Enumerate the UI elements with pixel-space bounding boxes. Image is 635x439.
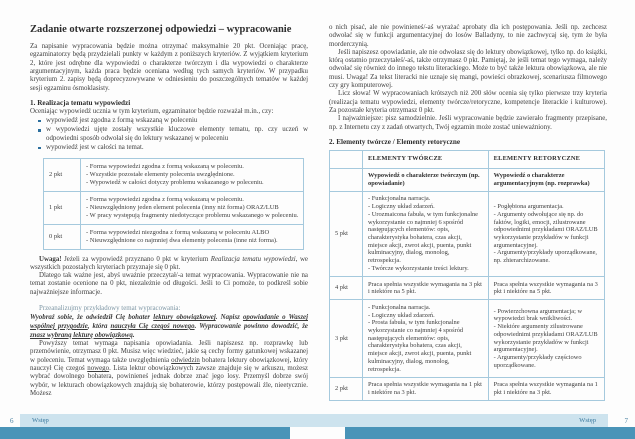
rubric-subheader-tworcze: Wypowiedź o charakterze twórczym (np. opowiadanie) (363, 168, 489, 191)
example-intro: Przeanalizujmy przykładowy temat wypracowania: (39, 305, 181, 313)
tworcze-cell (363, 191, 489, 276)
cell-line: - Twórcze wykorzystanie treści lektury. (368, 264, 469, 272)
footer-label-right: Wstęp (579, 417, 596, 424)
example-underline: nauczyła Cię czegoś nowego (110, 322, 195, 330)
rubric-table (329, 150, 605, 401)
tworcze-cell (363, 277, 489, 300)
closing-text: . Lista lektur obowiązkowych zawsze znajduje się w arkuszu, możesz wybrać dowolnego bohatera, powinieneś jednak dobrze znać jego losy. Przemyśl dobrze swój wybór, w lekturach obowiązkowych znajdują się bohaterowie, którzy postępowali źle, nieetycznie. Możesz (30, 365, 308, 397)
cell-line: - Funkcjonalna narracja. (368, 303, 431, 311)
cell-line: - Niektóre argumenty zilustrowane odpowiednimi przykładami ORAZ/LUB wykorzystanie przykładów w funkcji argumentacyjnej. (493, 323, 598, 354)
note-text: Jeżeli za wypowiedź przyznano 0 pkt w kryterium (61, 255, 211, 263)
retoryczne-cell (488, 277, 604, 300)
score-cell: 5 pkt (330, 191, 363, 276)
criteria-cell (81, 224, 304, 249)
bullet-item (30, 144, 308, 152)
bullet-text: w wypowiedzi ujęte zostały wszystkie kluczowe elementy tematu, np. czy uczeń w odpowiedni sposób odwołał się do lektury wskazanej w poleceniu (46, 126, 308, 142)
bullet-item (30, 126, 308, 143)
score-cell: 0 pkt (44, 224, 81, 249)
section-2-heading: 2. Elementy twórcze / Elementy retoryczne (329, 137, 461, 146)
rubric-subheader-row (330, 168, 605, 191)
cell-line: Praca spełnia wszystkie wymagania na 3 pkt i niektóre na 5 pkt. (493, 280, 598, 296)
paragraph: Licz słowa! W wypracowaniach krótszych niż 200 słów ocenia się tylko pierwsze trzy kryteria (realizacja tematu wypowiedzi, elementy twórcze/retoryczne, kompetencje literackie i kulturowe). Za pozostałe kryteria otrzymasz 0 pkt. (329, 90, 607, 114)
right-page (329, 24, 607, 401)
example-text: . Napisz (215, 314, 243, 322)
example-underline: lektury obowiązkowej (153, 314, 216, 322)
retoryczne-cell (488, 300, 604, 377)
criteria-cell (81, 192, 304, 225)
table-row (44, 159, 304, 192)
table-row (44, 192, 304, 225)
cell-line: - Logiczny układ zdarzeń. (368, 311, 435, 319)
cell-line: - Logiczny układ zdarzeń. (368, 203, 435, 211)
cell-line: - Wypowiedź w całości dotyczy problemu wskazanego w poleceniu. (86, 179, 264, 187)
rubric-row (330, 300, 605, 377)
retoryczne-cell (488, 377, 604, 400)
rubric-subheader-retoryczne: Wypowiedź o charakterze argumentacyjnym (np. rozprawka) (488, 168, 604, 191)
bottom-accent-bar-right (345, 427, 635, 439)
section-1-lead: Oceniając wypowiedź ucznia w tym kryterium, egzaminator będzie rozważał m.in., czy: (30, 107, 274, 115)
example-underline: opowiadanie o Waszej wspólnej przygodzie (30, 314, 308, 330)
bullet-item (30, 117, 308, 125)
note-paragraph (30, 256, 308, 273)
empty-header-cell (330, 150, 363, 168)
cell-line: - W pracy występują fragmenty niedotyczące problemu wskazanego w poleceniu. (86, 211, 299, 219)
cell-line: - Forma wypowiedzi zgodna z formą wskazaną w poleceniu. (86, 196, 244, 204)
cell-line: Praca spełnia wszystkie wymagania na 1 pkt i niektóre na 3 pkt. (368, 381, 482, 396)
rubric-header-row (330, 150, 605, 168)
left-page (30, 24, 308, 398)
empty-header-cell (330, 168, 363, 191)
cell-line: - Forma wypowiedzi zgodna z formą wskazaną w poleceniu. (86, 163, 244, 171)
closing-underline: nowego (87, 365, 110, 373)
cell-line: - Argumenty/przykłady uporządkowane, np. zhierarchizowane. (493, 249, 598, 265)
cell-line: - Powierzchowna argumentacja; w wypowiedzi brak wnikliwości. (493, 307, 583, 323)
score-cell: 3 pkt (330, 300, 363, 377)
square-bullet-icon (38, 120, 41, 123)
example-text: Wyobraź sobie, że odwiedził Cię bohater (30, 314, 154, 322)
cell-line: - Argumenty odwołujące się np. do faktów, logiki, emocji, zilustrowane odpowiednimi przykładami ORAZ/LUB wykorzystanie przykładów w funkcji argumentacyjnej. (493, 210, 598, 249)
closing-underline: odwiedzin (171, 356, 200, 364)
footer-label-left: Wstęp (32, 417, 49, 424)
cell-line: - Prosta fabuła, w tym funkcjonalne wykorzystanie co najmniej 4 spośród następujących elementów: opis, charakterystyka bohatera, czas akcji, miejsce akcji, zwrot akcji, puenta, punkt kulminacyjny, dialog, monolog, retrospekcja. (368, 319, 472, 373)
tworcze-cell (363, 377, 489, 400)
cell-line: - Forma wypowiedzi niezgodna z formą wskazaną w poleceniu ALBO (86, 228, 270, 236)
example-text: , która (87, 322, 111, 330)
bullet-text: wypowiedź jest zgodna z formą wskazaną w poleceniu (46, 117, 198, 125)
section-1-heading: 1. Realizacja tematu wypowiedzi (30, 98, 131, 107)
rubric-row (330, 377, 605, 400)
square-bullet-icon (38, 129, 41, 132)
continuation-paragraph: o nich pisać, ale nie powinieneś/-aś wyrażać aprobaty dla ich postępowania. Jeśli np. zechcesz odwołać się w funkcji argumentacyjnej do losów Balladyny, to nie zachwycaj się, tym że była morderczynią. (329, 24, 607, 48)
rubric-col-header-retoryczne: ELEMENTY RETORYCZNE (488, 150, 604, 168)
bullet-text: wypowiedź jest w całości na temat. (46, 144, 144, 152)
page-number-right: 7 (624, 417, 628, 425)
page-title: Zadanie otwarte rozszerzonej odpowiedzi – wypracowanie (30, 24, 292, 35)
example-text: . Wypracowanie powinno dowodzić, że (194, 322, 308, 330)
example-topic (30, 314, 308, 340)
rubric-row (330, 191, 605, 276)
cell-line: Praca spełnia wszystkie wymagania na 3 pkt i niektóre na 5 pkt. (368, 280, 482, 296)
retoryczne-cell (488, 191, 604, 276)
example-underline: znasz wybraną lekturę obowiązkową (30, 331, 133, 339)
note-bold-label: Uwaga! (39, 255, 62, 263)
footer-bar (20, 414, 608, 427)
closing-text: bohatera lektury obowiązkowej, który nauczył Cię czegoś (30, 356, 308, 373)
score-cell: 2 pkt (44, 159, 81, 192)
square-bullet-icon (38, 147, 41, 150)
cell-line: - Nieuwzględnione co najmniej dwa elementy polecenia (inne niż forma). (86, 236, 278, 244)
closing-text: Powyższy temat wymaga napisania opowiadania. Jeśli napiszesz np. rozprawkę lub przemówienie, otrzymasz 0 pkt. Musisz więc wiedzieć, jakie są cechy formy gatunkowej wskazanej w poleceniu. Temat wymaga także uwzględnienia (30, 340, 308, 364)
intro-paragraph: Za napisanie wypracowania będzie można otrzymać maksymalnie 20 pkt. Oceniając pracę, egzaminatorzy będą przydzielali punkty w każdym z poniższych kryteriów. Z wyjątkiem kryterium 2, które jest odrębne dla wypowiedzi o charakterze twórczym i dla wypowiedzi o charakterze argumentacyjnym, każda praca będzie oceniana według tych samych kryteriów. W przypadku kryterium 2. zapisy będą doprecyzowywane w odniesieniu do poszczególnych tematów w każdej sesji egzaminu ósmoklasisty. (30, 43, 308, 92)
paragraph: I najważniejsze: pisz samodzielnie. Jeśli wypracowanie będzie zawierało fragmenty przepisane, np. z Internetu czy z zadań otwartych, Twój egzamin może zostać unieważniony. (329, 115, 607, 131)
cell-line: Praca spełnia wszystkie wymagania na 1 pkt i niektóre na 3 pkt. (493, 381, 598, 396)
tworcze-cell (363, 300, 489, 377)
cell-line: - Funkcjonalna narracja. (368, 195, 431, 203)
score-cell: 2 pkt (330, 377, 363, 400)
cell-line: - Nieuwzględniony jeden element polecenia (inny niż forma) ORAZ/LUB (86, 203, 279, 211)
score-cell: 4 pkt (330, 277, 363, 300)
note2-paragraph: Dlatego tak ważne jest, abyś uważnie przeczytał/-a temat wypracowania. Wypracowanie nie na temat zostanie ocenione na 0 pkt, niezależnie od długości. Jeśli to Ci pomoże, to podkreśl sobie najważniejsze informacje. (30, 272, 308, 296)
cell-line: - Wszystkie pozostałe elementy polecenia uwzględnione. (86, 171, 235, 179)
cell-line: - Pogłębiona argumentacja. (493, 203, 564, 211)
cell-line: - Argumenty/przykłady częściowo uporządkowane. (493, 353, 582, 369)
bottom-accent-bar-left (0, 427, 290, 439)
bullet-list (30, 117, 308, 152)
closing-paragraph (30, 340, 308, 398)
criteria-cell (81, 159, 304, 192)
table-row (44, 224, 304, 249)
paragraph: Jeśli napiszesz opowiadanie, ale nie odwołasz się do lektury obowiązkowej, tylko np. do książki, którą ostatnio przeczytałeś/-aś, także otrzymasz 0 pkt. Pamiętaj, że jeśli temat tego wymaga, należy odwołać się również do innego tekstu literackiego. Może to być także lektura obowiązkowa, ale nie musi. Uwaga! Za tekst literacki nie uznaje się mangi, powieści obrazkowej, scenariusza filmowego czy gry komputerowej. (329, 48, 607, 90)
rubric-row (330, 277, 605, 300)
score-cell: 1 pkt (44, 192, 81, 225)
score-table (43, 158, 304, 249)
note-italic: Realizacja tematu wypowiedzi (210, 255, 296, 263)
page-number-left: 6 (10, 417, 14, 425)
rubric-col-header-tworcze: ELEMENTY TWÓRCZE (363, 150, 489, 168)
example-text: . (132, 331, 135, 339)
cell-line: - Urozmaicona fabuła, w tym funkcjonalne wykorzystanie co najmniej 6 spośród następujących elementów: opis, charakterystyka bohatera, czas akcji, miejsce akcji, zwrot akcji, puenta, punkt kulminacyjny, dialog, monolog, retrospekcja. (368, 210, 479, 265)
note-text: , we wszystkich pozostałych kryteriach przyznaje się 0 pkt. (30, 255, 308, 271)
